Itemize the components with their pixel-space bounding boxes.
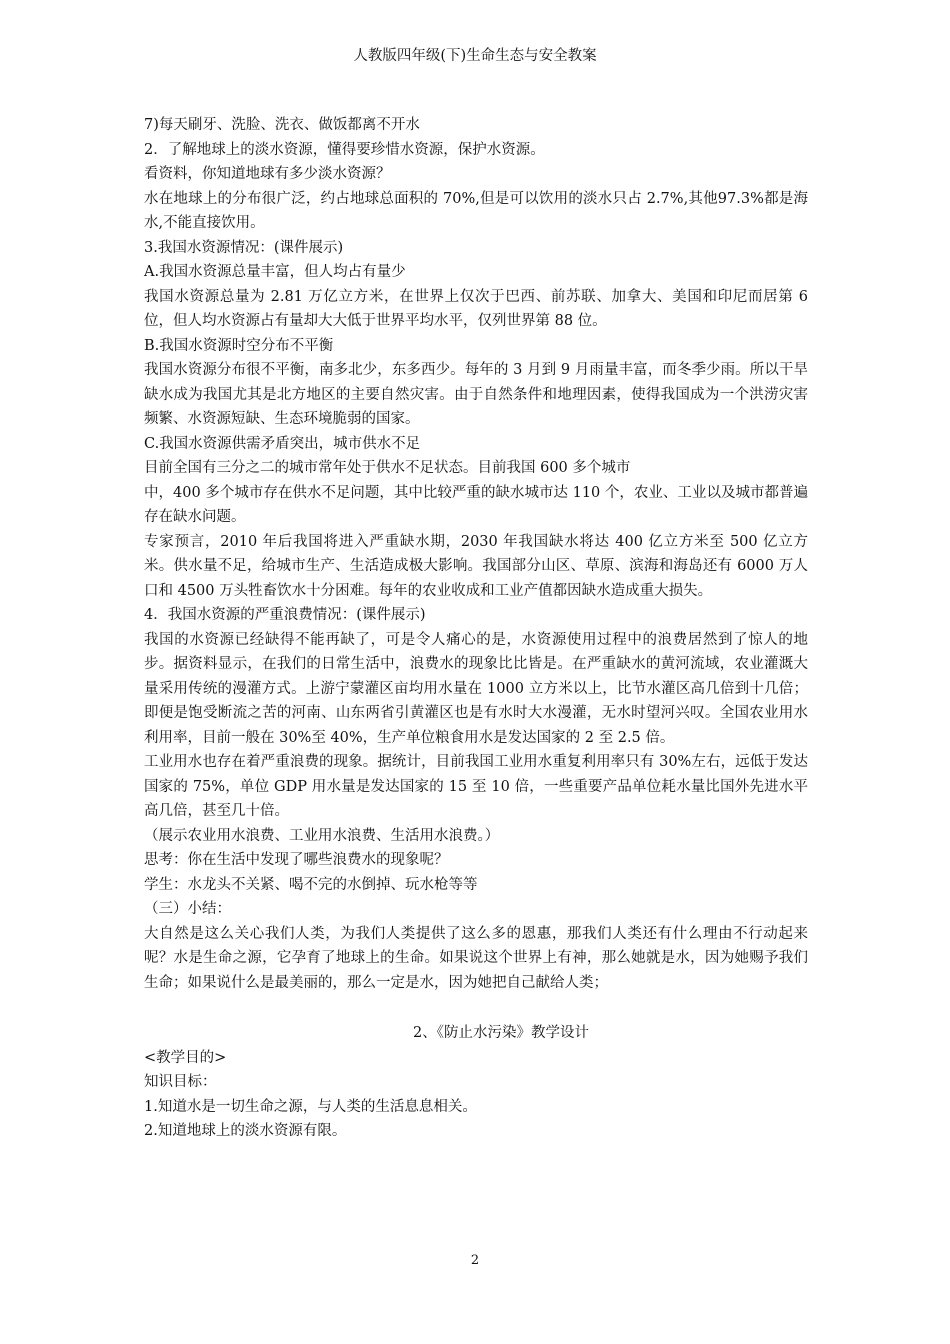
- paragraph: 中，400 多个城市存在供水不足问题，其中比较严重的缺水城市达 110 个，农业、工业以及城市都普遍存在缺水问题。: [144, 484, 808, 525]
- paragraph: （展示农业用水浪费、工业用水浪费、生活用水浪费。）: [144, 827, 500, 844]
- paragraph: 我国的水资源已经缺得不能再缺了，可是令人痛心的是，水资源使用过程中的浪费居然到了惊人的地步。据资料显示，在我们的日常生活中，浪费水的现象比比皆是。在严重缺水的黄河流域，农业灌溉大量采用传统的漫灌方式。上游宁蒙灌区亩均用水量在 1000 立方米以上，比节水灌区高几倍到十几倍；即便是饱受断流之苦的河南、山东两省引黄灌区也是有水时大水漫灌，无水时望河兴叹。全国农业用水利用率，目前一般在 30%至 40%，生产单位粮食用水是发达国家的 2 至 2.5 倍。: [144, 631, 808, 746]
- paragraph: <教学目的>: [144, 1049, 227, 1066]
- document-body: [144, 113, 808, 1144]
- paragraph: 3.我国水资源情况：(课件展示): [144, 239, 344, 256]
- paragraph: 我国水资源总量为 2.81 万亿立方米，在世界上仅次于巴西、前苏联、加拿大、美国和印尼而居第 6 位，但人均水资源占有量却大大低于世界平均水平，仅列世界第 88 位。: [144, 288, 808, 329]
- paragraph: 4．我国水资源的严重浪费情况：(课件展示): [144, 607, 426, 623]
- paragraph: C.我国水资源供需矛盾突出，城市供水不足: [144, 435, 421, 452]
- paragraph: 知识目标：: [144, 1074, 217, 1090]
- paragraph: A.我国水资源总量丰富，但人均占有量少: [144, 264, 406, 280]
- paragraph: 目前全国有三分之二的城市常年处于供水不足状态。目前我国 600 多个城市: [144, 460, 631, 476]
- page-header: 人教版四年级(下)生命生态与安全教案: [353, 48, 597, 64]
- paragraph: B.我国水资源时空分布不平衡: [144, 337, 334, 354]
- paragraph: 水在地球上的分布很广泛，约占地球总面积的 70%,但是可以饮用的淡水只占 2.7%,其他97.3%都是海水,不能直接饮用。: [144, 190, 808, 231]
- paragraph: 看资料，你知道地球有多少淡水资源？: [144, 166, 391, 182]
- paragraph: 2.知道地球上的淡水资源有限。: [144, 1123, 347, 1139]
- paragraph: 学生：水龙头不关紧、喝不完的水倒掉、玩水枪等等: [144, 876, 478, 893]
- paragraph: 我国水资源分布很不平衡，南多北少，东多西少。每年的 3 月到 9 月雨量丰富，而冬季少雨。所以干旱缺水成为我国尤其是北方地区的主要自然灾害。由于自然条件和地理因素，使得我国成为一个洪涝灾害频繁、水资源短缺、生态环境脆弱的国家。: [144, 362, 808, 427]
- paragraph: 1.知道水是一切生命之源，与人类的生活息息相关。: [144, 1098, 477, 1115]
- paragraph: 7)每天刷牙、洗脸、洗衣、做饭都离不开水: [144, 117, 420, 133]
- paragraph: 工业用水也存在着严重浪费的现象。据统计，目前我国工业用水重复利用率只有 30%左右，远低于发达国家的 75%，单位 GDP 用水量是发达国家的 15 至 10 倍，一些重要产品单位耗水量比国外先进水平高几倍，甚至几十倍。: [144, 754, 808, 819]
- page-number: 2: [470, 1253, 480, 1268]
- paragraph: 专家预言，2010 年后我国将进入严重缺水期，2030 年我国缺水将达 400 亿立方米至 500 亿立方米。供水量不足，给城市生产、生活造成极大影响。我国部分山区、草原、滨海和海岛还有 6000 万人口和 4500 万头牲畜饮水十分困难。每年的农业收成和工业产值都因缺水造成重大损失。: [144, 533, 808, 599]
- paragraph: （三）小结：: [144, 901, 231, 917]
- paragraph: 2．了解地球上的淡水资源，懂得要珍惜水资源，保护水资源。: [144, 141, 545, 158]
- section-title: 2、《防止水污染》教学设计: [413, 1025, 589, 1041]
- paragraph: 大自然是这么关心我们人类，为我们人类提供了这么多的恩惠，那我们人类还有什么理由不行动起来呢？水是生命之源，它孕育了地球上的生命。如果说这个世界上有神，那么她就是水，因为她赐予我们生命；如果说什么是最美丽的，那么一定是水，因为她把自己献给人类；: [144, 925, 808, 991]
- paragraph: 思考：你在生活中发现了哪些浪费水的现象呢？: [144, 852, 449, 868]
- section-spacer: [144, 995, 808, 1021]
